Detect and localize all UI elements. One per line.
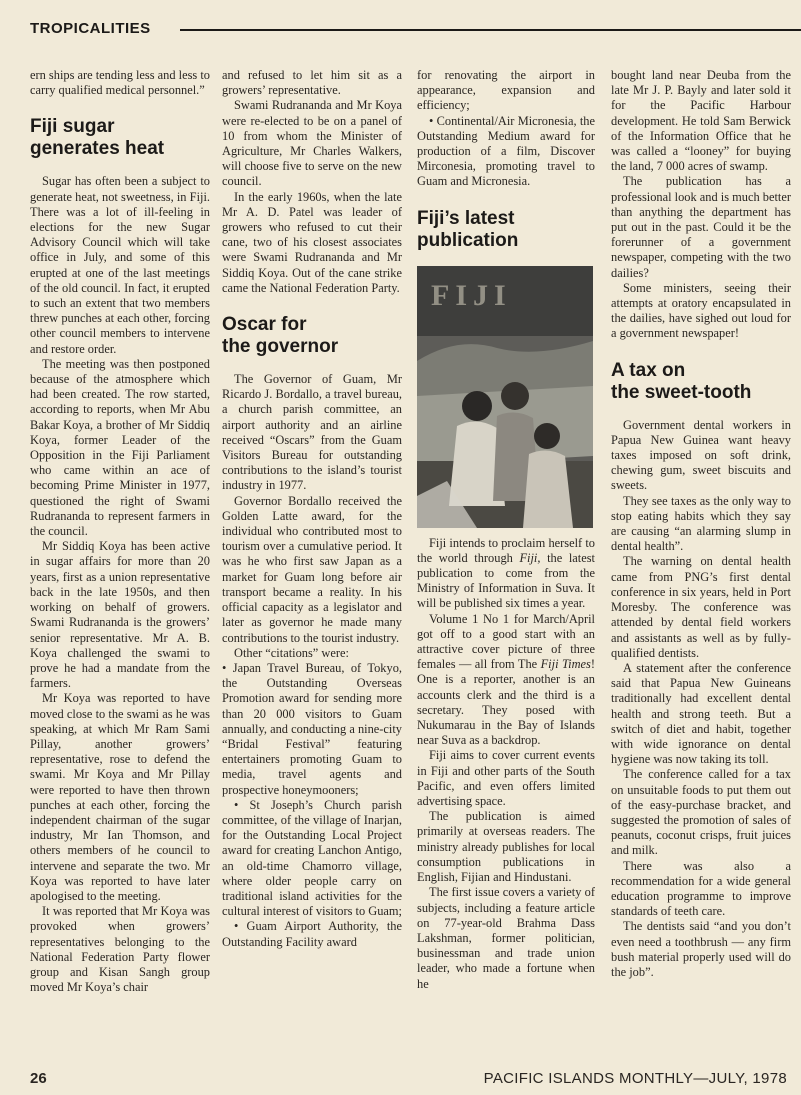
paragraph: and refused to let him sit as a growers’ representative. bbox=[222, 68, 402, 98]
column-1 bbox=[30, 68, 210, 1058]
headline-fiji-sugar: Fiji sugar generates heat bbox=[30, 116, 165, 160]
paragraph: It was reported that Mr Koya was provoked when growers’ representatives belonging to the National Federation Party flower group and Kisan Sangh group moved Mr Koya’s chair bbox=[30, 904, 210, 995]
paragraph: A statement after the conference said that Papua New Guineans traditionally had excellent dental health and strong teeth. But a switch of diet and habit, together with wide ignorance on dental hygiene was now taking its toll. bbox=[611, 660, 791, 767]
paragraph: Sugar has often been a subject to generate heat, not sweetness, in Fiji. There was a lot of ill-feeling in elections for the new Sugar Advisory Council which will take office in July, and some of this erupted at one of the last meetings of the old council. In fact, it erupted to such an extent that two members threw punches at each other, forcing other council members to intervene and restore order. bbox=[30, 174, 210, 356]
paragraph: The meeting was then postponed because of the atmosphere which had been created. The row started, according to reports, when Mr Abu Bakar Koya, a brother of Mr Siddiq Koya, former Leader of the Opposition in the Fiji Parliament who came within an ace of becoming Prime Minister in 1977, questioned the right of Swami Rudrananda to represent farmers in the council. bbox=[30, 356, 210, 539]
headline-oscar: Oscar for the governor bbox=[222, 314, 339, 358]
paragraph: Fiji intends to proclaim herself to the world through Fiji, the latest publication to come from the Ministry of Information in Suva. It will be published six times a year. bbox=[417, 535, 595, 611]
cover-photo bbox=[417, 266, 593, 528]
paragraph: Governor Bordallo received the Golden Latte award, for the individual who contributed most to tourism over a cumulative period. It was he who first saw Japan as a market for Guam long before air transport became a reality. In his official capacity as a legislator and later as governor he made many contributions to the tourist industry. bbox=[222, 493, 402, 645]
column-3 bbox=[417, 68, 595, 1058]
paragraph: Volume 1 No 1 for March/April got off to a good start with an attractive cover picture of three females — all from The Fiji Times! One is a reporter, another is an accounts clerk and the third is a secretary. They posed with Nukumarau in the Bay of Islands near Suva as a backdrop. bbox=[417, 611, 595, 748]
paragraph: The publication is aimed primarily at overseas readers. The ministry already publishes for local consumption publications in English, Fijian and Hindustani. bbox=[417, 809, 595, 885]
paragraph: The publication has a professional look and is much better than anything the department has put out in the past. Could it be the forerunner of a government newspaper, competing with the two dailies? bbox=[611, 174, 791, 280]
publication-title: PACIFIC ISLANDS MONTHLY—JULY, 1978 bbox=[483, 1070, 787, 1087]
paragraph: They see taxes as the only way to stop eating habits which they say are causing “an alarming slump in dental health”. bbox=[611, 493, 791, 554]
paragraph: The dentists said “and you don’t even need a toothbrush — any firm bush material properly used will do the job”. bbox=[611, 919, 791, 979]
header-rule bbox=[180, 29, 801, 31]
paragraph: The conference called for a tax on unsuitable foods to put them out of the easy-purchase bracket, and suggested the promotion of sales of peanuts, coconut crisps, fruit juices and milk. bbox=[611, 767, 791, 858]
paragraph: Mr Koya was reported to have moved close to the swami as he was speaking, at which Mr Ram Sami Pillay, another growers’ representative, rose to defend the swami. Mr Koya and Mr Pillay were reported to have then thrown punches at each other, forcing the independent chairman of the sugar industry, Mr Ian Thomson, and others members of he council to intervene and separate the two. Mr Koya was reported to have later apologised to the meeting. bbox=[30, 691, 210, 903]
paragraph: The Governor of Guam, Mr Ricardo J. Bordallo, a travel bureau, a church parish committee, an airport authority and an airline received “Oscars” from the Guam Visitors Bureau for outstanding contributions to the island’s tourist industry in 1977. bbox=[222, 372, 402, 493]
paragraph: Swami Rudrananda and Mr Koya were re-elected to be on a panel of 10 from whom the Minister of Agriculture, Mr Charles Walkers, will choose five to serve on the new council. bbox=[222, 98, 402, 189]
paragraph: Some ministers, seeing their attempts at oratory encapsulated in the dailies, have sighed out loud for a government newspaper! bbox=[611, 280, 791, 341]
paragraph: Fiji aims to cover current events in Fiji and other parts of the South Pacific, and even offers limited advertising space. bbox=[417, 748, 595, 809]
column-2 bbox=[222, 68, 402, 1058]
headline-fiji-publication: Fiji’s latest publication bbox=[417, 207, 519, 251]
paragraph: There was also a recommendation for a wide general education programme to improve standards of teeth care. bbox=[611, 858, 791, 919]
intro-continuation: ern ships are tending less and less to carry qualified medical personnel.” bbox=[30, 68, 210, 98]
paragraph: In the early 1960s, when the late Mr A. D. Patel was leader of growers who refused to cut their cane, two of his closest associates were Swami Rudrananda and Mr Siddiq Koya. Out of the cane strike came the National Federation Party. bbox=[222, 189, 402, 295]
paragraph: Other “citations” were: bbox=[234, 645, 349, 660]
page-number: 26 bbox=[30, 1070, 47, 1087]
paragraph: for renovating the airport in appearance, expansion and efficiency; bbox=[417, 68, 595, 113]
bullet-item: • Japan Travel Bureau, of Tokyo, the Outstanding Overseas Promotion award for sending more than 20 000 visitors to Guam annually, and conducting a nine-city “Bridal Festival” featuring entertainers promoting Guam to media, travel agents and prospective honeymooners; bbox=[222, 660, 402, 797]
paragraph: The warning on dental health came from PNG’s first dental conference in six years, held in Port Moresby. The conference was attended by dental field workers and assistants as well as by fully-qualified dentists. bbox=[611, 554, 791, 660]
cover-masthead: FIJI bbox=[431, 278, 512, 312]
bullet-item: • St Joseph’s Church parish committee, of the village of Inarjan, for the Outstanding Local Project award for creating Lanchon Antigo, an old-time Chamorro village, where older people carry on traditional island activities for the cultural interest of visitors to Guam; bbox=[222, 797, 402, 919]
page-header bbox=[30, 20, 801, 44]
section-label: TROPICALITIES bbox=[30, 20, 151, 37]
headline-tax: A tax on the sweet-tooth bbox=[611, 359, 752, 403]
column-4 bbox=[611, 68, 791, 1058]
bullet-item: • Guam Airport Authority, the Outstanding Facility award bbox=[222, 919, 402, 949]
paragraph: Mr Siddiq Koya has been active in sugar affairs for more than 20 years, first as a union representative back in the late 1950s, and then working on behalf of growers. Swami Rudrananda is the growers’ senior representative. Mr A. B. Koya challenged the swami to prove he had a mandate from the farmers. bbox=[30, 539, 210, 691]
page-footer bbox=[30, 1068, 787, 1090]
paragraph: The first issue covers a variety of subjects, including a feature article on 77-year-old Brahma Dass Lakshman, former politician, businessman and trade union leader, who made a fortune when he bbox=[417, 885, 595, 991]
bullet-item: • Continental/Air Micronesia, the Outstanding Medium award for production of a film, Discover Mirconesia, promoting travel to Guam and Micronesia. bbox=[417, 113, 595, 189]
paragraph: Government dental workers in Papua New Guinea want heavy taxes imposed on soft drink, chewing gum, sweet biscuits and sweets. bbox=[611, 417, 791, 493]
paragraph: bought land near Deuba from the late Mr J. P. Bayly and later sold it for the Pacific Harbour development. He told Sam Berwick of the Information Office that he was called a “looney” for buying the land, 7 000 acres of swamp. bbox=[611, 68, 791, 174]
